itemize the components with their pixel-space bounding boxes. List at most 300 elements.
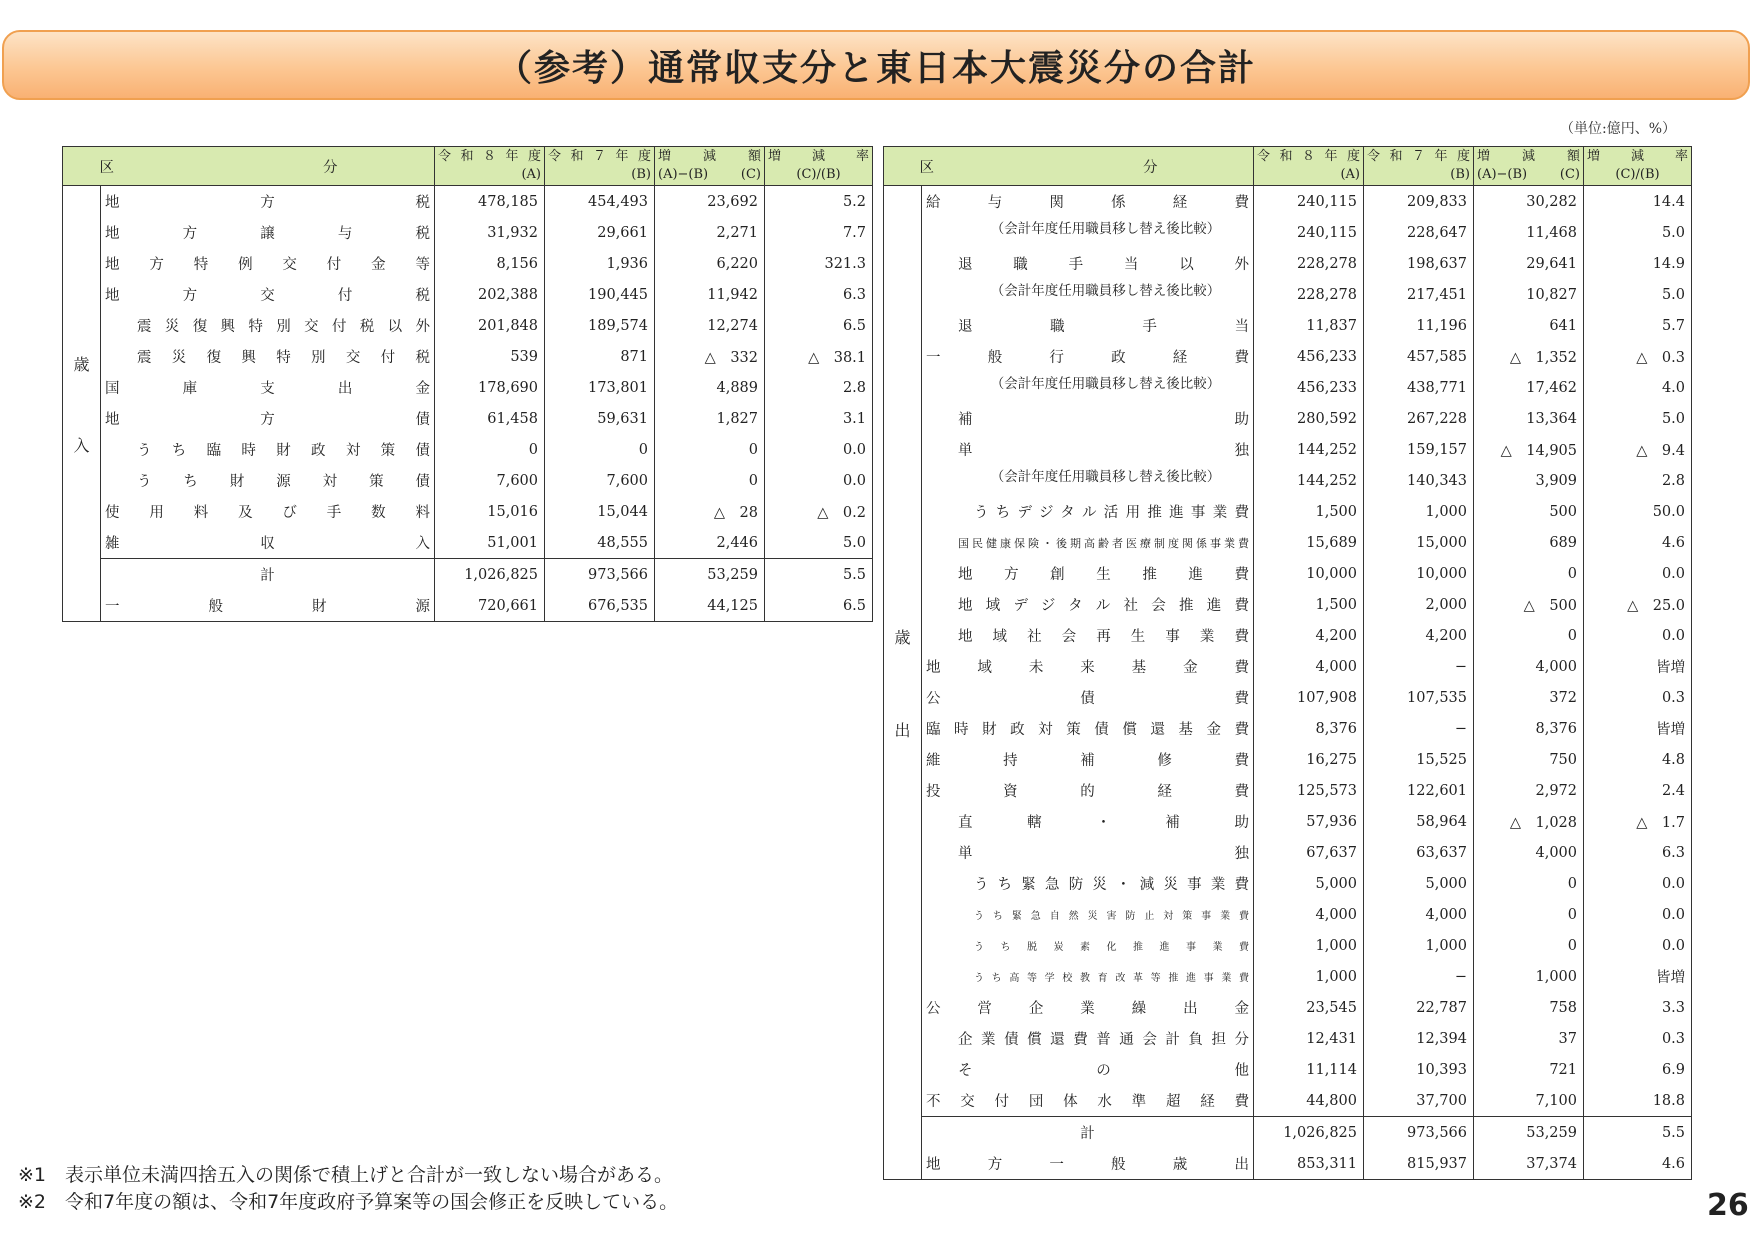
section-char-top: 歳	[73, 354, 90, 374]
value-a: 280,592	[1254, 403, 1364, 434]
value-b: 4,000	[1364, 899, 1474, 930]
row-label: 国庫支出金	[101, 372, 435, 403]
expenditure-total-row	[884, 1117, 1692, 1149]
value-d: 0.3	[1584, 682, 1692, 713]
value-c: 13,364	[1474, 403, 1584, 434]
expenditure-row	[884, 186, 1692, 218]
revenue-row	[63, 248, 873, 279]
value-a: 31,932	[435, 217, 545, 248]
total-label: 計	[922, 1117, 1254, 1149]
row-label: うち緊急防災・減災事業費	[922, 868, 1254, 899]
value-d: 0.0	[1584, 620, 1692, 651]
footnotes	[18, 1162, 678, 1216]
value-d: 皆増	[1584, 713, 1692, 744]
expenditure-row	[884, 496, 1692, 527]
expenditure-row	[884, 620, 1692, 651]
value-c: 372	[1474, 682, 1584, 713]
value-a: 720,661	[435, 590, 545, 622]
row-label: 地方交付税	[101, 279, 435, 310]
expenditure-row	[884, 930, 1692, 961]
revenue-row	[63, 434, 873, 465]
value-c: 4,000	[1474, 837, 1584, 868]
value-b: 48,555	[545, 527, 655, 559]
revenue-row	[63, 465, 873, 496]
value-d: △ 25.0	[1584, 589, 1692, 620]
value-d: 6.5	[765, 590, 873, 622]
row-label: 地域デジタル社会推進費	[922, 589, 1254, 620]
value-a: 1,500	[1254, 496, 1364, 527]
row-label: 地域社会再生事業費	[922, 620, 1254, 651]
value-a: 202,388	[435, 279, 545, 310]
general-label: 一般財源	[101, 590, 435, 622]
revenue-total-row	[63, 559, 873, 591]
value-d: 5.5	[1584, 1117, 1692, 1149]
value-b: 11,196	[1364, 310, 1474, 341]
section-char-bottom: 入	[73, 435, 90, 455]
value-b: 59,631	[545, 403, 655, 434]
row-label: 地域未来基金費	[922, 651, 1254, 682]
value-a: 57,936	[1254, 806, 1364, 837]
col-a-header: 令和８年度 (A)	[1254, 147, 1364, 186]
row-label: 不交付団体水準超経費	[922, 1085, 1254, 1117]
expenditure-row	[884, 372, 1692, 403]
expenditure-row	[884, 961, 1692, 992]
value-a: 15,016	[435, 496, 545, 527]
value-d: △ 9.4	[1584, 434, 1692, 465]
row-label: 国民健康保険・後期高齢者医療制度関係事業費	[922, 527, 1254, 558]
page-number: 26	[1707, 1188, 1749, 1223]
expenditure-row	[884, 1085, 1692, 1117]
value-a: 11,114	[1254, 1054, 1364, 1085]
value-c: 37,374	[1474, 1148, 1584, 1180]
expenditure-row	[884, 217, 1692, 248]
value-b: 15,000	[1364, 527, 1474, 558]
value-a: 228,278	[1254, 248, 1364, 279]
value-a: 1,026,825	[1254, 1117, 1364, 1149]
expenditure-row	[884, 434, 1692, 465]
section-spacer	[63, 375, 100, 433]
row-label: 公営企業繰出金	[922, 992, 1254, 1023]
expenditure-row	[884, 558, 1692, 589]
expenditure-row	[884, 1054, 1692, 1085]
row-label: （会計年度任用職員移し替え後比較）	[922, 217, 1254, 248]
row-label: （会計年度任用職員移し替え後比較）	[922, 465, 1254, 496]
value-d: 14.4	[1584, 186, 1692, 218]
value-c: 0	[1474, 930, 1584, 961]
page-title: （参考）通常収支分と東日本大震災分の合計	[495, 47, 1256, 89]
expenditure-row	[884, 992, 1692, 1023]
value-c: 53,259	[655, 559, 765, 591]
revenue-section-label	[63, 186, 101, 622]
expenditure-row	[884, 310, 1692, 341]
value-b: 189,574	[545, 310, 655, 341]
value-b: 198,637	[1364, 248, 1474, 279]
row-label: 退職手当	[922, 310, 1254, 341]
value-b: 159,157	[1364, 434, 1474, 465]
expenditure-section-label	[884, 186, 922, 1180]
unit-note: （単位:億円、%）	[1560, 121, 1677, 137]
value-d: 0.0	[1584, 558, 1692, 589]
value-d: 18.8	[1584, 1085, 1692, 1117]
row-label: その他	[922, 1054, 1254, 1085]
value-c: 53,259	[1474, 1117, 1584, 1149]
category-header: 区 分	[884, 147, 1254, 186]
value-d: 2.8	[765, 372, 873, 403]
value-b: 267,228	[1364, 403, 1474, 434]
revenue-header-row	[63, 147, 873, 186]
value-c: 2,972	[1474, 775, 1584, 806]
value-b: 1,936	[545, 248, 655, 279]
value-c: 11,468	[1474, 217, 1584, 248]
value-a: 12,431	[1254, 1023, 1364, 1054]
row-label: うち緊急自然災害防止対策事業費	[922, 899, 1254, 930]
value-c: 689	[1474, 527, 1584, 558]
value-d: 6.3	[765, 279, 873, 310]
row-label: 退職手当以外	[922, 248, 1254, 279]
value-d: 6.3	[1584, 837, 1692, 868]
value-d: 6.9	[1584, 1054, 1692, 1085]
value-a: 8,156	[435, 248, 545, 279]
value-c: 12,274	[655, 310, 765, 341]
value-d: 皆増	[1584, 651, 1692, 682]
row-label: うち財源対策債	[101, 465, 435, 496]
col-d-header: 増減率 (C)/(B)	[1584, 147, 1692, 186]
row-label: うちデジタル活用推進事業費	[922, 496, 1254, 527]
value-d: 321.3	[765, 248, 873, 279]
value-b: 815,937	[1364, 1148, 1474, 1180]
row-label: 企業債償還費普通会計負担分	[922, 1023, 1254, 1054]
value-c: 641	[1474, 310, 1584, 341]
row-label: 使用料及び手数料	[101, 496, 435, 527]
revenue-row	[63, 279, 873, 310]
value-d: 14.9	[1584, 248, 1692, 279]
value-c: 1,827	[655, 403, 765, 434]
row-label: 維持補修費	[922, 744, 1254, 775]
value-c: 4,889	[655, 372, 765, 403]
value-a: 1,026,825	[435, 559, 545, 591]
value-d: 50.0	[1584, 496, 1692, 527]
value-d: 0.0	[1584, 899, 1692, 930]
value-b: 4,200	[1364, 620, 1474, 651]
row-label: 単独	[922, 434, 1254, 465]
value-a: 16,275	[1254, 744, 1364, 775]
value-a: 456,233	[1254, 372, 1364, 403]
value-a: 228,278	[1254, 279, 1364, 310]
expenditure-row	[884, 899, 1692, 930]
value-d: 2.4	[1584, 775, 1692, 806]
value-b: 217,451	[1364, 279, 1474, 310]
value-a: 853,311	[1254, 1148, 1364, 1180]
value-d: 7.7	[765, 217, 873, 248]
value-d: 5.2	[765, 186, 873, 218]
expenditure-row	[884, 682, 1692, 713]
value-c: 0	[1474, 620, 1584, 651]
value-a: 144,252	[1254, 434, 1364, 465]
value-d: 5.5	[765, 559, 873, 591]
value-a: 5,000	[1254, 868, 1364, 899]
revenue-row	[63, 310, 873, 341]
row-label: うち臨時財政対策債	[101, 434, 435, 465]
revenue-row	[63, 403, 873, 434]
row-label: 一般行政経費	[922, 341, 1254, 372]
value-d: 0.0	[1584, 930, 1692, 961]
value-c: △ 500	[1474, 589, 1584, 620]
value-c: 7,100	[1474, 1085, 1584, 1117]
value-a: 4,200	[1254, 620, 1364, 651]
value-c: △ 332	[655, 341, 765, 372]
value-d: △ 0.2	[765, 496, 873, 527]
value-a: 240,115	[1254, 217, 1364, 248]
expenditure-row	[884, 775, 1692, 806]
row-label: 直轄・補助	[922, 806, 1254, 837]
revenue-row	[63, 372, 873, 403]
value-a: 11,837	[1254, 310, 1364, 341]
value-c: 0	[655, 465, 765, 496]
expenditure-row	[884, 589, 1692, 620]
value-a: 1,000	[1254, 930, 1364, 961]
expenditure-row	[884, 279, 1692, 310]
value-d: 0.0	[765, 465, 873, 496]
row-label: 震災復興特別交付税	[101, 341, 435, 372]
footnote-1: ※1 表示単位未満四捨五入の関係で積上げと合計が一致しない場合がある。	[18, 1164, 674, 1186]
value-a: 4,000	[1254, 899, 1364, 930]
value-d: 4.6	[1584, 527, 1692, 558]
value-b: 63,637	[1364, 837, 1474, 868]
revenue-row	[63, 527, 873, 559]
expenditure-general-row	[884, 1148, 1692, 1180]
title-banner	[2, 30, 1750, 100]
value-a: 478,185	[435, 186, 545, 218]
row-label: （会計年度任用職員移し替え後比較）	[922, 372, 1254, 403]
value-d: 6.5	[765, 310, 873, 341]
value-a: 144,252	[1254, 465, 1364, 496]
col-b-header: 令和７年度 (B)	[545, 147, 655, 186]
value-c: 10,827	[1474, 279, 1584, 310]
value-c: △ 28	[655, 496, 765, 527]
row-label: 補助	[922, 403, 1254, 434]
value-c: 2,271	[655, 217, 765, 248]
value-d: 5.0	[765, 527, 873, 559]
expenditure-row	[884, 248, 1692, 279]
total-label: 計	[101, 559, 435, 591]
expenditure-header-row	[884, 147, 1692, 186]
value-a: 10,000	[1254, 558, 1364, 589]
value-c: 3,909	[1474, 465, 1584, 496]
value-d: 4.8	[1584, 744, 1692, 775]
value-a: 7,600	[435, 465, 545, 496]
value-a: 44,800	[1254, 1085, 1364, 1117]
value-b: 107,535	[1364, 682, 1474, 713]
value-c: 721	[1474, 1054, 1584, 1085]
row-label: 地方創生推進費	[922, 558, 1254, 589]
expenditure-row	[884, 403, 1692, 434]
value-c: 29,641	[1474, 248, 1584, 279]
row-label: 給与関係経費	[922, 186, 1254, 218]
value-d: △ 38.1	[765, 341, 873, 372]
value-c: 0	[655, 434, 765, 465]
value-a: 107,908	[1254, 682, 1364, 713]
section-char-top: 歳	[894, 627, 911, 647]
value-d: 0.0	[765, 434, 873, 465]
value-a: 1,000	[1254, 961, 1364, 992]
value-b: 1,000	[1364, 496, 1474, 527]
value-b: 122,601	[1364, 775, 1474, 806]
value-c: 758	[1474, 992, 1584, 1023]
revenue-row	[63, 217, 873, 248]
value-b: 871	[545, 341, 655, 372]
value-d: 0.0	[1584, 868, 1692, 899]
row-label: 地方譲与税	[101, 217, 435, 248]
value-b: 190,445	[545, 279, 655, 310]
section-spacer	[884, 648, 921, 718]
value-c: △ 1,352	[1474, 341, 1584, 372]
value-a: 539	[435, 341, 545, 372]
value-b: 973,566	[1364, 1117, 1474, 1149]
revenue-general-row	[63, 590, 873, 622]
value-c: 37	[1474, 1023, 1584, 1054]
row-label: 公債費	[922, 682, 1254, 713]
value-d: 5.0	[1584, 403, 1692, 434]
value-d: 皆増	[1584, 961, 1692, 992]
col-b-header: 令和７年度 (B)	[1364, 147, 1474, 186]
row-label: 地方税	[101, 186, 435, 218]
value-c: △ 1,028	[1474, 806, 1584, 837]
value-c: 0	[1474, 868, 1584, 899]
row-label: （会計年度任用職員移し替え後比較）	[922, 279, 1254, 310]
expenditure-row	[884, 465, 1692, 496]
value-b: 12,394	[1364, 1023, 1474, 1054]
row-label: 地方債	[101, 403, 435, 434]
value-d: △ 1.7	[1584, 806, 1692, 837]
value-c: 0	[1474, 558, 1584, 589]
category-header: 区 分	[63, 147, 435, 186]
value-d: 4.0	[1584, 372, 1692, 403]
revenue-table	[62, 146, 873, 622]
value-b: −	[1364, 651, 1474, 682]
value-b: 0	[545, 434, 655, 465]
value-a: 240,115	[1254, 186, 1364, 218]
col-c-header: 増減額 (A)−(B) (C)	[1474, 147, 1584, 186]
value-b: 5,000	[1364, 868, 1474, 899]
value-c: 30,282	[1474, 186, 1584, 218]
value-d: 2.8	[1584, 465, 1692, 496]
value-c: △ 14,905	[1474, 434, 1584, 465]
value-b: 457,585	[1364, 341, 1474, 372]
expenditure-row	[884, 527, 1692, 558]
expenditure-table	[883, 146, 1692, 1180]
value-b: 209,833	[1364, 186, 1474, 218]
expenditure-row	[884, 1023, 1692, 1054]
value-d: 5.0	[1584, 217, 1692, 248]
value-a: 0	[435, 434, 545, 465]
row-label: 単独	[922, 837, 1254, 868]
value-b: 676,535	[545, 590, 655, 622]
value-c: 8,376	[1474, 713, 1584, 744]
value-b: 15,044	[545, 496, 655, 527]
row-label: 地方特例交付金等	[101, 248, 435, 279]
value-a: 1,500	[1254, 589, 1364, 620]
value-c: 44,125	[655, 590, 765, 622]
value-a: 178,690	[435, 372, 545, 403]
value-c: 11,942	[655, 279, 765, 310]
value-c: 4,000	[1474, 651, 1584, 682]
value-c: 500	[1474, 496, 1584, 527]
row-label: うち脱炭素化推進事業費	[922, 930, 1254, 961]
revenue-row	[63, 496, 873, 527]
value-a: 8,376	[1254, 713, 1364, 744]
value-d: 5.7	[1584, 310, 1692, 341]
value-b: 29,661	[545, 217, 655, 248]
row-label: 震災復興特別交付税以外	[101, 310, 435, 341]
expenditure-row	[884, 837, 1692, 868]
value-d: 3.3	[1584, 992, 1692, 1023]
expenditure-row	[884, 806, 1692, 837]
value-b: 1,000	[1364, 930, 1474, 961]
revenue-row	[63, 341, 873, 372]
value-d: △ 0.3	[1584, 341, 1692, 372]
row-label: 投資的経費	[922, 775, 1254, 806]
value-c: 750	[1474, 744, 1584, 775]
col-d-header: 増減率 (C)/(B)	[765, 147, 873, 186]
value-b: 438,771	[1364, 372, 1474, 403]
value-c: 17,462	[1474, 372, 1584, 403]
value-b: 15,525	[1364, 744, 1474, 775]
section-char-bottom: 出	[894, 720, 911, 740]
value-b: 58,964	[1364, 806, 1474, 837]
value-d: 3.1	[765, 403, 873, 434]
expenditure-row	[884, 713, 1692, 744]
value-b: 10,393	[1364, 1054, 1474, 1085]
revenue-row	[63, 186, 873, 218]
value-b: 454,493	[545, 186, 655, 218]
value-a: 51,001	[435, 527, 545, 559]
value-a: 67,637	[1254, 837, 1364, 868]
value-b: 2,000	[1364, 589, 1474, 620]
footnote-2: ※2 令和7年度の額は、令和7年度政府予算案等の国会修正を反映している。	[18, 1191, 679, 1213]
value-d: 0.3	[1584, 1023, 1692, 1054]
value-a: 201,848	[435, 310, 545, 341]
value-a: 23,545	[1254, 992, 1364, 1023]
value-b: 173,801	[545, 372, 655, 403]
value-b: 973,566	[545, 559, 655, 591]
value-c: 6,220	[655, 248, 765, 279]
value-a: 61,458	[435, 403, 545, 434]
value-b: 7,600	[545, 465, 655, 496]
expenditure-row	[884, 868, 1692, 899]
value-d: 5.0	[1584, 279, 1692, 310]
value-b: 37,700	[1364, 1085, 1474, 1117]
value-a: 15,689	[1254, 527, 1364, 558]
value-b: 140,343	[1364, 465, 1474, 496]
value-c: 2,446	[655, 527, 765, 559]
value-c: 1,000	[1474, 961, 1584, 992]
row-label: 臨時財政対策債償還基金費	[922, 713, 1254, 744]
expenditure-row	[884, 651, 1692, 682]
value-a: 125,573	[1254, 775, 1364, 806]
row-label: 雑収入	[101, 527, 435, 559]
general-label: 地方一般歳出	[922, 1148, 1254, 1180]
value-d: 4.6	[1584, 1148, 1692, 1180]
col-a-header: 令和８年度 (A)	[435, 147, 545, 186]
value-b: 22,787	[1364, 992, 1474, 1023]
value-b: −	[1364, 961, 1474, 992]
value-b: 228,647	[1364, 217, 1474, 248]
value-a: 456,233	[1254, 341, 1364, 372]
value-a: 4,000	[1254, 651, 1364, 682]
expenditure-row	[884, 744, 1692, 775]
value-b: −	[1364, 713, 1474, 744]
value-c: 0	[1474, 899, 1584, 930]
